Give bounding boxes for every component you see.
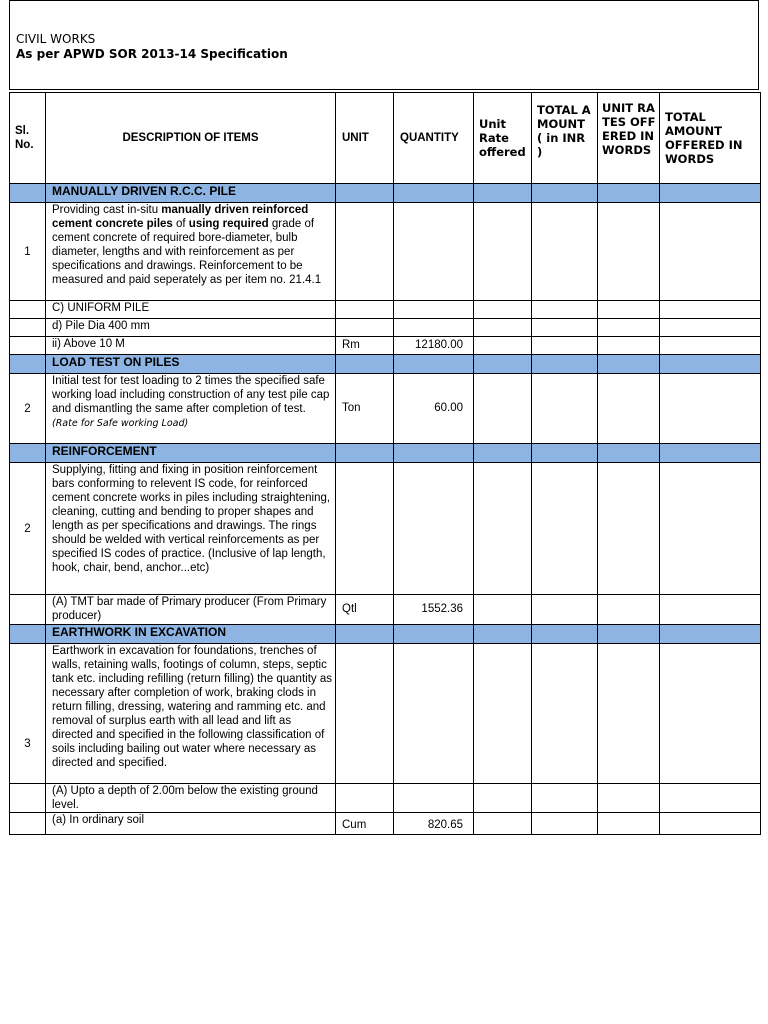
table-row (10, 374, 761, 444)
desc-text: of (172, 218, 189, 230)
item-number: 2 (10, 463, 46, 595)
table-row (10, 319, 761, 337)
col-header-unit: UNIT (336, 93, 394, 184)
item-unit: Rm (336, 337, 394, 355)
table-row (10, 203, 761, 301)
section-row-load-test (10, 355, 761, 374)
section-title: LOAD TEST ON PILES (46, 355, 336, 374)
sub-item: C) UNIFORM PILE (46, 301, 336, 319)
table-row (10, 644, 761, 784)
sub-item: (A) TMT bar made of Primary producer (From Primary producer) (46, 595, 336, 625)
section-row-earthwork (10, 625, 761, 644)
item-number: 1 (10, 203, 46, 301)
item-unit: Ton (336, 374, 394, 444)
desc-text: Providing cast in-situ (52, 204, 162, 216)
item-quantity: 60.00 (394, 374, 474, 444)
sub-item: ii) Above 10 M (46, 337, 336, 355)
desc-text: grade of cement concrete of required bore-diameter, bulb diameter, lengths and with reinforcement as per specifications and drawings. Reinforcement to be measured and paid seperately as per item no. 21.4.1 (52, 218, 322, 286)
document-subtitle: As per APWD SOR 2013-14 Specification (16, 47, 288, 61)
item-number: 2 (10, 374, 46, 444)
desc-text: Initial test for test loading to 2 times the specified safe working load including construction of any test pile cap and dismantling the same after completion of test. (52, 375, 330, 415)
desc-bold: manually driven reinforced cement concrete piles (52, 204, 309, 230)
table-header-row (10, 93, 761, 184)
section-row-pile (10, 184, 761, 203)
table-row (10, 463, 761, 595)
col-header-total-amount: TOTAL AMOUNT ( in INR ) (532, 93, 598, 184)
item-unit: Cum (336, 813, 394, 835)
col-header-unit-rate: Unit Rate offered (474, 93, 532, 184)
col-header-unit-rates-words: UNIT RATES OFFERED IN WORDS (598, 93, 660, 184)
table-row (10, 784, 761, 813)
item-description (46, 203, 336, 301)
sub-item: d) Pile Dia 400 mm (46, 319, 336, 337)
sub-item: (a) In ordinary soil (46, 813, 336, 835)
item-number: 3 (10, 644, 46, 784)
document-header (9, 0, 759, 90)
item-description: Supplying, fitting and fixing in position reinforcement bars conforming to relevent IS code, for reinforced cement concrete works in piles including straightening, cleaning, cutting and bending to proper shapes and length as per specifications and drawings. The rings should be welded with vertical reinforcements as per specified IS codes of practice. (Inclusive of lap length, hook, chair, bend, anchor...etc) (46, 463, 336, 595)
item-description: Earthwork in excavation for foundations, trenches of walls, retaining walls, footings of column, steps, septic tank etc. including refilling (return filling) the quantity as necessary after completion of work, braking clods in return filling, dressing, watering and ramming etc. and removal of surplus earth with all lead and lift as directed and specified in the following classification of soils including bailing out water where necessary as directed and specified. (46, 644, 336, 784)
item-description (46, 374, 336, 444)
desc-note: (Rate for Safe working Load) (52, 418, 189, 429)
desc-bold: using required (188, 218, 269, 230)
col-header-description: DESCRIPTION OF ITEMS (46, 93, 336, 184)
table-row (10, 337, 761, 355)
item-quantity: 12180.00 (394, 337, 474, 355)
item-unit: Qtl (336, 595, 394, 625)
sub-item: (A) Upto a depth of 2.00m below the existing ground level. (46, 784, 336, 813)
section-title: REINFORCEMENT (46, 444, 336, 463)
item-quantity: 1552.36 (394, 595, 474, 625)
table-row (10, 595, 761, 625)
col-header-quantity: QUANTITY (394, 93, 474, 184)
section-title: MANUALLY DRIVEN R.C.C. PILE (46, 184, 336, 203)
item-quantity: 820.65 (394, 813, 474, 835)
boq-table (9, 92, 761, 835)
col-header-total-words: TOTAL AMOUNT OFFERED IN WORDS (660, 93, 761, 184)
section-title: EARTHWORK IN EXCAVATION (46, 625, 336, 644)
section-row-reinforcement (10, 444, 761, 463)
table-row (10, 301, 761, 319)
table-row (10, 813, 761, 835)
document-title: CIVIL WORKS (16, 32, 96, 46)
col-header-sl: Sl. No. (10, 93, 46, 184)
